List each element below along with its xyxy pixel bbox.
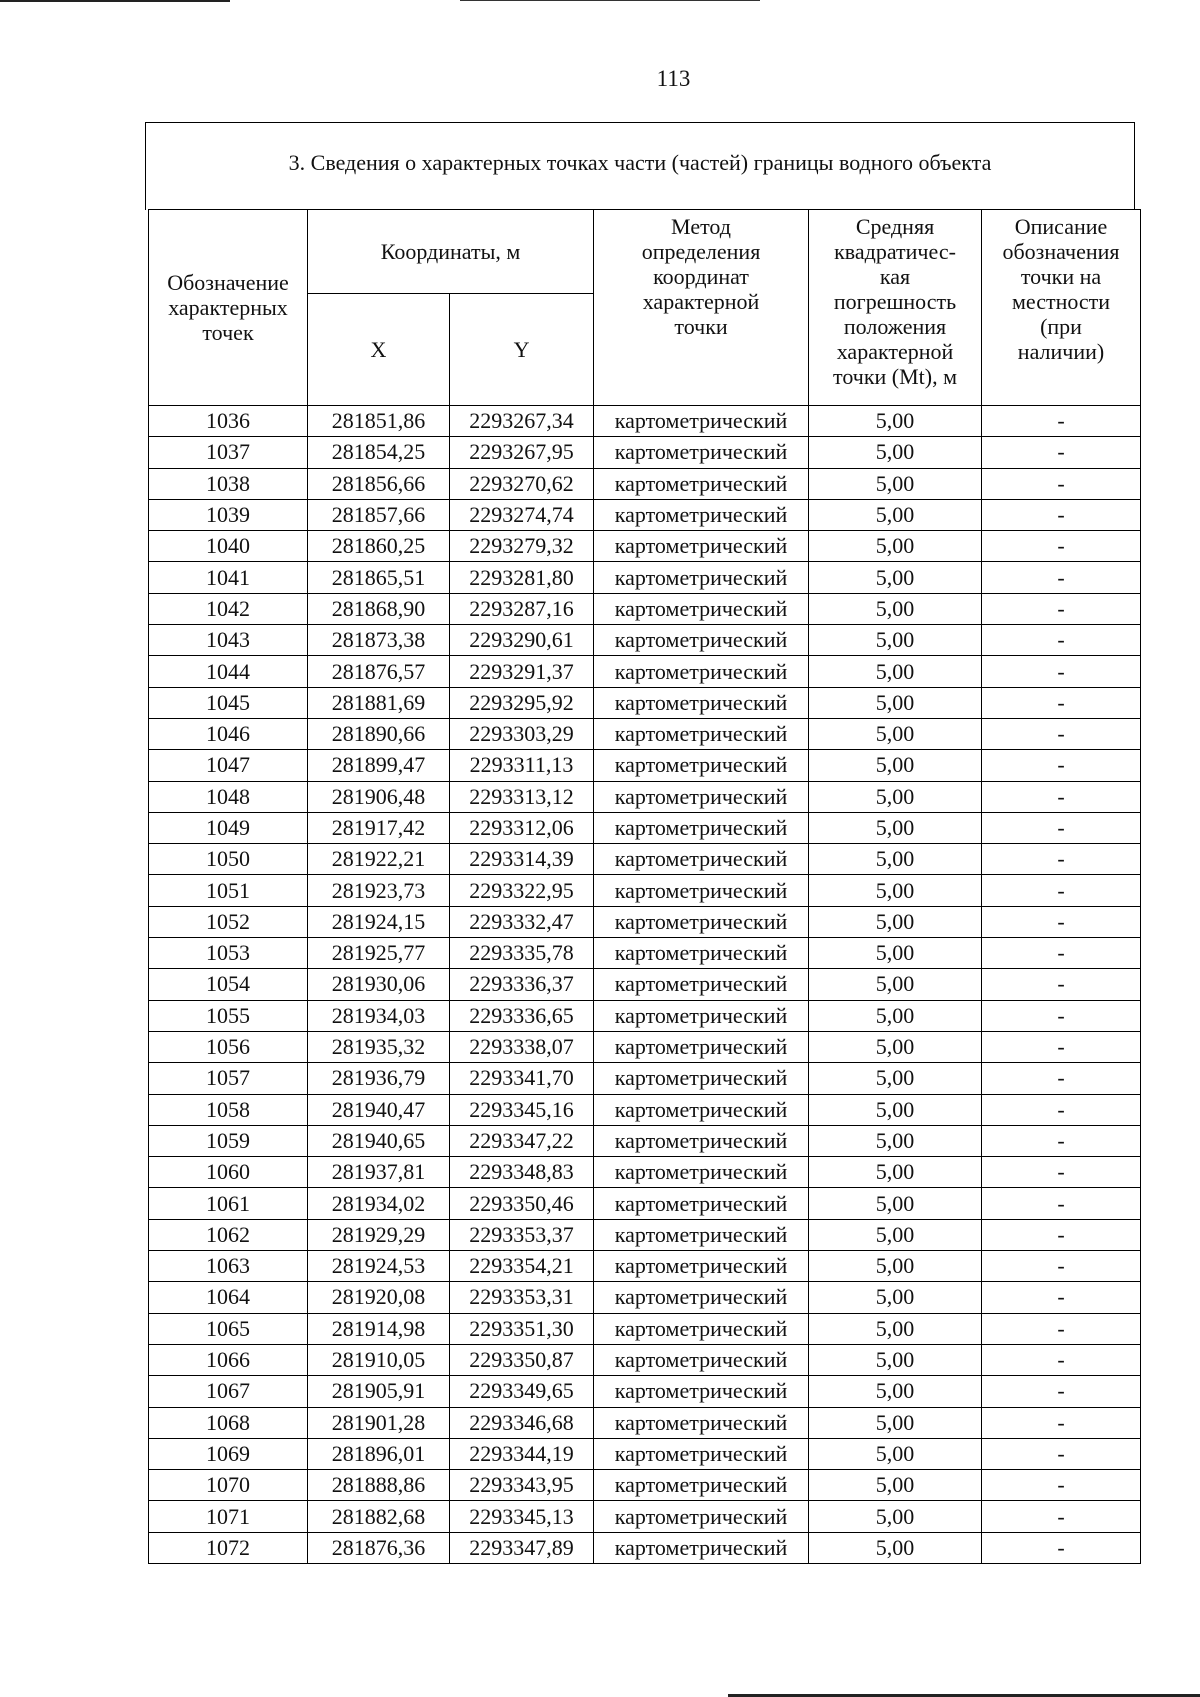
cell-description: -: [982, 718, 1141, 749]
cell-x: 281865,51: [308, 562, 450, 593]
cell-x: 281854,25: [308, 437, 450, 468]
cell-x: 281923,73: [308, 875, 450, 906]
cell-description: -: [982, 1219, 1141, 1250]
cell-method: картометрический: [594, 718, 809, 749]
cell-y: 2293295,92: [450, 687, 594, 718]
cell-y: 2293336,65: [450, 1000, 594, 1031]
cell-method: картометрический: [594, 938, 809, 969]
cell-description: -: [982, 1188, 1141, 1219]
cell-y: 2293314,39: [450, 844, 594, 875]
cell-x: 281881,69: [308, 687, 450, 718]
cell-point: 1056: [149, 1031, 308, 1062]
cell-x: 281929,29: [308, 1219, 450, 1250]
cell-method: картометрический: [594, 1532, 809, 1563]
cell-x: 281856,66: [308, 468, 450, 499]
cell-error: 5,00: [809, 875, 982, 906]
cell-y: 2293350,87: [450, 1344, 594, 1375]
table-row: [149, 1501, 1141, 1532]
cell-error: 5,00: [809, 1157, 982, 1188]
table-body: [149, 406, 1141, 1564]
cell-x: 281940,65: [308, 1125, 450, 1156]
cell-x: 281901,28: [308, 1407, 450, 1438]
cell-y: 2293350,46: [450, 1188, 594, 1219]
cell-x: 281876,36: [308, 1532, 450, 1563]
cell-point: 1038: [149, 468, 308, 499]
table-row: [149, 969, 1141, 1000]
cell-description: -: [982, 1407, 1141, 1438]
header-description-line: наличии): [1017, 339, 1105, 364]
cell-error: 5,00: [809, 1376, 982, 1407]
header-description-line: местности: [1011, 289, 1111, 314]
table-row: [149, 750, 1141, 781]
cell-point: 1068: [149, 1407, 308, 1438]
cell-description: -: [982, 437, 1141, 468]
cell-error: 5,00: [809, 593, 982, 624]
cell-point: 1064: [149, 1282, 308, 1313]
table-row: [149, 844, 1141, 875]
cell-x: 281917,42: [308, 812, 450, 843]
header-description-line: Описание: [1014, 214, 1108, 239]
cell-description: -: [982, 1063, 1141, 1094]
cell-description: -: [982, 1031, 1141, 1062]
table-row: [149, 1157, 1141, 1188]
header-error-line: кая: [879, 264, 911, 289]
cell-point: 1047: [149, 750, 308, 781]
cell-y: 2293348,83: [450, 1157, 594, 1188]
cell-x: 281890,66: [308, 718, 450, 749]
cell-x: 281922,21: [308, 844, 450, 875]
cell-point: 1044: [149, 656, 308, 687]
cell-x: 281935,32: [308, 1031, 450, 1062]
cell-method: картометрический: [594, 906, 809, 937]
cell-point: 1045: [149, 687, 308, 718]
table-row: [149, 687, 1141, 718]
cell-x: 281873,38: [308, 625, 450, 656]
cell-x: 281914,98: [308, 1313, 450, 1344]
cell-y: 2293341,70: [450, 1063, 594, 1094]
cell-y: 2293322,95: [450, 875, 594, 906]
cell-y: 2293287,16: [450, 593, 594, 624]
cell-method: картометрический: [594, 1188, 809, 1219]
cell-description: -: [982, 812, 1141, 843]
header-description: [982, 210, 1141, 406]
cell-error: 5,00: [809, 906, 982, 937]
cell-error: 5,00: [809, 1000, 982, 1031]
cell-y: 2293281,80: [450, 562, 594, 593]
cell-description: -: [982, 969, 1141, 1000]
cell-method: картометрический: [594, 531, 809, 562]
cell-error: 5,00: [809, 499, 982, 530]
cell-error: 5,00: [809, 687, 982, 718]
table-row: [149, 875, 1141, 906]
cell-description: -: [982, 781, 1141, 812]
cell-description: -: [982, 499, 1141, 530]
header-x: X: [308, 294, 450, 406]
cell-point: 1072: [149, 1532, 308, 1563]
cell-method: картометрический: [594, 499, 809, 530]
cell-x: 281930,06: [308, 969, 450, 1000]
cell-error: 5,00: [809, 1282, 982, 1313]
cell-error: 5,00: [809, 562, 982, 593]
cell-point: 1040: [149, 531, 308, 562]
cell-x: 281937,81: [308, 1157, 450, 1188]
cell-error: 5,00: [809, 750, 982, 781]
cell-y: 2293336,37: [450, 969, 594, 1000]
cell-description: -: [982, 938, 1141, 969]
table-row: [149, 406, 1141, 437]
cell-method: картометрический: [594, 687, 809, 718]
cell-description: -: [982, 844, 1141, 875]
cell-point: 1049: [149, 812, 308, 843]
header-error-line: точки (Mt), м: [833, 364, 958, 389]
header-error-line: положения: [843, 314, 947, 339]
cell-x: 281924,15: [308, 906, 450, 937]
cell-y: 2293267,95: [450, 437, 594, 468]
cell-error: 5,00: [809, 1219, 982, 1250]
table-row: [149, 499, 1141, 530]
cell-point: 1046: [149, 718, 308, 749]
cell-error: 5,00: [809, 812, 982, 843]
cell-x: 281882,68: [308, 1501, 450, 1532]
cell-description: -: [982, 1125, 1141, 1156]
cell-description: -: [982, 406, 1141, 437]
cell-x: 281860,25: [308, 531, 450, 562]
header-point: [149, 210, 308, 406]
cell-y: 2293343,95: [450, 1470, 594, 1501]
table-row: [149, 468, 1141, 499]
cell-method: картометрический: [594, 1438, 809, 1469]
header-method: [594, 210, 809, 406]
cell-description: -: [982, 1313, 1141, 1344]
cell-description: -: [982, 656, 1141, 687]
table-row: [149, 1063, 1141, 1094]
cell-description: -: [982, 1532, 1141, 1563]
cell-method: картометрический: [594, 437, 809, 468]
cell-y: 2293332,47: [450, 906, 594, 937]
table-row: [149, 1219, 1141, 1250]
cell-description: -: [982, 625, 1141, 656]
cell-method: картометрический: [594, 750, 809, 781]
cell-description: -: [982, 1344, 1141, 1375]
cell-y: 2293311,13: [450, 750, 594, 781]
cell-x: 281925,77: [308, 938, 450, 969]
cell-point: 1060: [149, 1157, 308, 1188]
cell-method: картометрический: [594, 1376, 809, 1407]
cell-error: 5,00: [809, 1125, 982, 1156]
cell-x: 281920,08: [308, 1282, 450, 1313]
cell-description: -: [982, 1376, 1141, 1407]
cell-point: 1059: [149, 1125, 308, 1156]
header-method-line: координат: [653, 264, 749, 289]
cell-y: 2293338,07: [450, 1031, 594, 1062]
cell-error: 5,00: [809, 1470, 982, 1501]
table-row: [149, 1470, 1141, 1501]
cell-method: картометрический: [594, 1407, 809, 1438]
cell-description: -: [982, 1157, 1141, 1188]
table-row: [149, 1031, 1141, 1062]
cell-point: 1043: [149, 625, 308, 656]
cell-y: 2293344,19: [450, 1438, 594, 1469]
table-row: [149, 1188, 1141, 1219]
cell-point: 1054: [149, 969, 308, 1000]
cell-point: 1057: [149, 1063, 308, 1094]
cell-x: 281857,66: [308, 499, 450, 530]
cell-point: 1052: [149, 906, 308, 937]
cell-x: 281924,53: [308, 1251, 450, 1282]
table-row: [149, 1251, 1141, 1282]
cell-point: 1039: [149, 499, 308, 530]
cell-point: 1050: [149, 844, 308, 875]
cell-error: 5,00: [809, 1407, 982, 1438]
header-method-line: точки: [674, 314, 728, 339]
table-row: [149, 1407, 1141, 1438]
cell-method: картометрический: [594, 656, 809, 687]
cell-y: 2293291,37: [450, 656, 594, 687]
cell-y: 2293347,22: [450, 1125, 594, 1156]
header-y: Y: [450, 294, 594, 406]
cell-y: 2293290,61: [450, 625, 594, 656]
table-row: [149, 1282, 1141, 1313]
header-error: [809, 210, 982, 406]
cell-method: картометрический: [594, 406, 809, 437]
cell-y: 2293351,30: [450, 1313, 594, 1344]
table-row: [149, 1344, 1141, 1375]
cell-method: картометрический: [594, 1313, 809, 1344]
header-description-line: (при: [1040, 314, 1082, 339]
table-row: [149, 812, 1141, 843]
cell-method: картометрический: [594, 1094, 809, 1125]
cell-error: 5,00: [809, 1532, 982, 1563]
cell-y: 2293347,89: [450, 1532, 594, 1563]
header-description-line: точки на: [1020, 264, 1102, 289]
cell-x: 281934,02: [308, 1188, 450, 1219]
cell-description: -: [982, 1470, 1141, 1501]
cell-x: 281888,86: [308, 1470, 450, 1501]
table-row: [149, 781, 1141, 812]
page-number: 113: [656, 66, 691, 91]
cell-y: 2293303,29: [450, 718, 594, 749]
header-error-line: погрешность: [833, 289, 957, 314]
cell-x: 281940,47: [308, 1094, 450, 1125]
header-error-line: характерной: [836, 339, 954, 364]
cell-error: 5,00: [809, 531, 982, 562]
cell-point: 1058: [149, 1094, 308, 1125]
cell-y: 2293345,13: [450, 1501, 594, 1532]
cell-y: 2293312,06: [450, 812, 594, 843]
cell-error: 5,00: [809, 1313, 982, 1344]
cell-method: картометрический: [594, 875, 809, 906]
cell-x: 281851,86: [308, 406, 450, 437]
cell-x: 281936,79: [308, 1063, 450, 1094]
table-row: [149, 656, 1141, 687]
cell-y: 2293270,62: [450, 468, 594, 499]
cell-description: -: [982, 687, 1141, 718]
cell-method: картометрический: [594, 1063, 809, 1094]
cell-point: 1051: [149, 875, 308, 906]
cell-error: 5,00: [809, 969, 982, 1000]
cell-description: -: [982, 1251, 1141, 1282]
cell-error: 5,00: [809, 844, 982, 875]
header-method-line: Метод: [671, 214, 731, 239]
cell-method: картометрический: [594, 781, 809, 812]
cell-y: 2293274,74: [450, 499, 594, 530]
cell-x: 281876,57: [308, 656, 450, 687]
table-row: [149, 1438, 1141, 1469]
cell-point: 1066: [149, 1344, 308, 1375]
cell-point: 1042: [149, 593, 308, 624]
table-row: [149, 906, 1141, 937]
cell-description: -: [982, 531, 1141, 562]
cell-description: -: [982, 1438, 1141, 1469]
scan-edge-top: [0, 0, 230, 2]
table-row: [149, 593, 1141, 624]
table-row: [149, 938, 1141, 969]
cell-error: 5,00: [809, 1344, 982, 1375]
table-row: [149, 1376, 1141, 1407]
cell-y: 2293345,16: [450, 1094, 594, 1125]
boundary-points-table: [148, 209, 1141, 1564]
cell-method: картометрический: [594, 1344, 809, 1375]
table-row: [149, 1000, 1141, 1031]
cell-method: картометрический: [594, 844, 809, 875]
cell-point: 1070: [149, 1470, 308, 1501]
cell-method: картометрический: [594, 593, 809, 624]
cell-point: 1067: [149, 1376, 308, 1407]
header-description-line: обозначения: [1002, 239, 1120, 264]
cell-point: 1037: [149, 437, 308, 468]
cell-error: 5,00: [809, 1438, 982, 1469]
cell-point: 1061: [149, 1188, 308, 1219]
cell-error: 5,00: [809, 656, 982, 687]
table-row: [149, 1094, 1141, 1125]
table-row: [149, 531, 1141, 562]
cell-y: 2293279,32: [450, 531, 594, 562]
cell-description: -: [982, 875, 1141, 906]
cell-method: картометрический: [594, 1000, 809, 1031]
cell-y: 2293313,12: [450, 781, 594, 812]
cell-y: 2293267,34: [450, 406, 594, 437]
cell-x: 281910,05: [308, 1344, 450, 1375]
cell-point: 1063: [149, 1251, 308, 1282]
header-error-line: Средняя: [855, 214, 935, 239]
cell-method: картометрический: [594, 1501, 809, 1532]
cell-x: 281899,47: [308, 750, 450, 781]
cell-error: 5,00: [809, 718, 982, 749]
header-error-line: квадратичес-: [834, 239, 956, 264]
cell-error: 5,00: [809, 437, 982, 468]
header-point-line: точек: [202, 320, 254, 345]
cell-point: 1069: [149, 1438, 308, 1469]
cell-point: 1048: [149, 781, 308, 812]
table-row: [149, 1125, 1141, 1156]
cell-method: картометрический: [594, 1251, 809, 1282]
cell-x: 281868,90: [308, 593, 450, 624]
cell-y: 2293353,31: [450, 1282, 594, 1313]
cell-method: картометрический: [594, 1470, 809, 1501]
cell-y: 2293346,68: [450, 1407, 594, 1438]
cell-description: -: [982, 468, 1141, 499]
header-method-line: характерной: [642, 289, 760, 314]
cell-y: 2293349,65: [450, 1376, 594, 1407]
cell-description: -: [982, 562, 1141, 593]
cell-method: картометрический: [594, 1031, 809, 1062]
cell-error: 5,00: [809, 1501, 982, 1532]
cell-error: 5,00: [809, 1188, 982, 1219]
cell-error: 5,00: [809, 1251, 982, 1282]
cell-description: -: [982, 1000, 1141, 1031]
table-row: [149, 718, 1141, 749]
cell-error: 5,00: [809, 938, 982, 969]
table-row: [149, 437, 1141, 468]
cell-method: картометрический: [594, 1125, 809, 1156]
section-title: 3. Сведения о характерных точках части (частей) границы водного объекта: [288, 150, 992, 175]
cell-method: картометрический: [594, 1157, 809, 1188]
cell-method: картометрический: [594, 625, 809, 656]
cell-point: 1062: [149, 1219, 308, 1250]
cell-error: 5,00: [809, 468, 982, 499]
cell-description: -: [982, 593, 1141, 624]
cell-description: -: [982, 1094, 1141, 1125]
cell-error: 5,00: [809, 1094, 982, 1125]
cell-point: 1065: [149, 1313, 308, 1344]
cell-error: 5,00: [809, 781, 982, 812]
table-row: [149, 1313, 1141, 1344]
cell-method: картометрический: [594, 812, 809, 843]
cell-method: картометрический: [594, 1219, 809, 1250]
cell-point: 1071: [149, 1501, 308, 1532]
cell-description: -: [982, 750, 1141, 781]
cell-description: -: [982, 1282, 1141, 1313]
cell-x: 281896,01: [308, 1438, 450, 1469]
cell-method: картометрический: [594, 562, 809, 593]
table-row: [149, 625, 1141, 656]
table-row: [149, 562, 1141, 593]
cell-y: 2293335,78: [450, 938, 594, 969]
header-point-line: Обозначение: [167, 270, 289, 295]
cell-method: картометрический: [594, 1282, 809, 1313]
header-point-line: характерных: [168, 295, 288, 320]
header-method-line: определения: [641, 239, 761, 264]
header-coordinates: Координаты, м: [308, 210, 594, 294]
cell-point: 1041: [149, 562, 308, 593]
cell-y: 2293354,21: [450, 1251, 594, 1282]
cell-description: -: [982, 906, 1141, 937]
cell-point: 1053: [149, 938, 308, 969]
cell-method: картометрический: [594, 468, 809, 499]
cell-error: 5,00: [809, 1031, 982, 1062]
table-header: [149, 210, 1141, 406]
cell-point: 1036: [149, 406, 308, 437]
cell-point: 1055: [149, 1000, 308, 1031]
cell-x: 281934,03: [308, 1000, 450, 1031]
cell-error: 5,00: [809, 1063, 982, 1094]
cell-method: картометрический: [594, 969, 809, 1000]
cell-error: 5,00: [809, 625, 982, 656]
scan-edge-top-right: [460, 0, 760, 1]
cell-error: 5,00: [809, 406, 982, 437]
table-row: [149, 1532, 1141, 1563]
cell-description: -: [982, 1501, 1141, 1532]
cell-x: 281906,48: [308, 781, 450, 812]
cell-y: 2293353,37: [450, 1219, 594, 1250]
cell-x: 281905,91: [308, 1376, 450, 1407]
